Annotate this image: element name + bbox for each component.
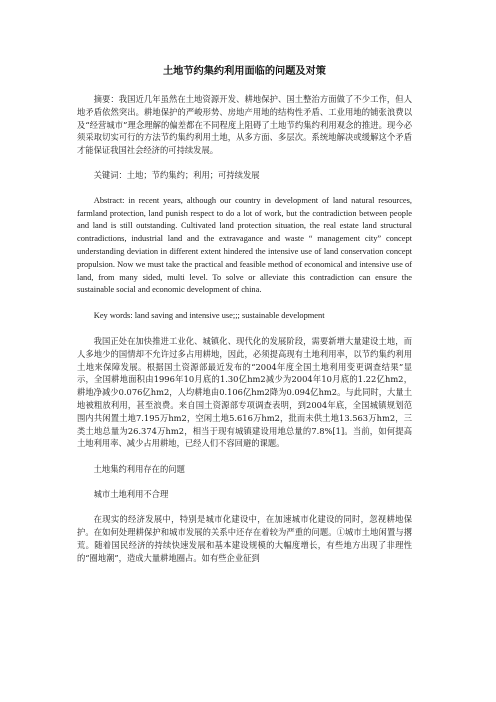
abstract-chinese: 摘要：我国近几年虽然在土地资源开发、耕地保护、国土整治方面做了不少工作，但人地矛盾依然突出。耕地保护的严峻形势、房地产用地的结构性矛盾、工业用地的铺张浪费以及“经营城市”理念理解的偏差都在不同程度上阻碍了土地节约集约利用观念的推进。现今必须采取切实可行的方法节约集约利用土地，从多方面、多层次。系统地解决或缓解这个矛盾才能保证我国社会经济的可持续发展。 bbox=[77, 94, 412, 156]
keywords-chinese: 关键词：土地；节约集约；利用；可持续发展 bbox=[93, 170, 260, 181]
body-paragraph: 在现实的经济发展中，特别是城市化建设中，在加速城市化建设的同时，忽视耕地保护。在如何处理耕保护和城市发展的关系中还存在着较为严重的问题。①城市土地闲置与撂荒。随着国民经济的持续快速发展和基本建设规模的大幅度增长，有些地方出现了非理性的“圈地潮”，造成大量耕地圈占。如有些企业征到 bbox=[77, 514, 412, 563]
intro-paragraph: 我国正处在加快推进工业化、城镇化、现代化的发展阶段，需要新增大量建设土地，而人多地少的国情却不允许过多占用耕地，因此，必须提高现有土地利用率，以节约集约利用土地来保障发展。根据国土资源部最近发布的“2004年度全国土地利用变更调查结果”显示，全国耕地面积由1996年10月底的1.30亿hm2减少为2004年10月底的1.22亿hm2，耕地净减少0.076亿hm2，人均耕地由0.106亿hm2降为0.094亿hm2。与此同时，大量土地被粗放利用，甚至浪费。来自国土资源部专项调查表明，到2004年底，全国城镇规划范围内共闲置土地7.195万hm2，空闲土地5.616万hm2，批而未供土地13.563万hm2，三类土地总量为26.374万hm2，相当于现有城镇建设用地总量的7.8%[1]。当前，如何提高土地利用率、减少占用耕地，已经人们不容回避的课题。 bbox=[77, 335, 412, 449]
abstract-english: Abstract: in recent years, although our country in development of land natural resources, farmland protection, land punish respect to do a lot of work, but the contradiction between people and land is still outstanding. Cultivated land protection situation, the real estate land structural contradictions, industrial land and the extravagance and waste “ management city” concept understanding deviation in different extent hindered the intensive use of land conservation concept propulsion. Now we must take the practical and feasible method of economical and intensive use of land, from many sided, multi level. To solve or alleviate this contradiction can ensure the sustainable social and economic development of china. bbox=[77, 195, 412, 295]
subsection-heading: 城市土地利用不合理 bbox=[93, 488, 169, 499]
section-heading: 土地集约利用存在的问题 bbox=[93, 463, 185, 474]
keywords-english: Key words: land saving and intensive use;;; sustainable development bbox=[93, 310, 325, 320]
paper-title: 土地节约集约利用面临的问题及对策 bbox=[163, 66, 326, 77]
